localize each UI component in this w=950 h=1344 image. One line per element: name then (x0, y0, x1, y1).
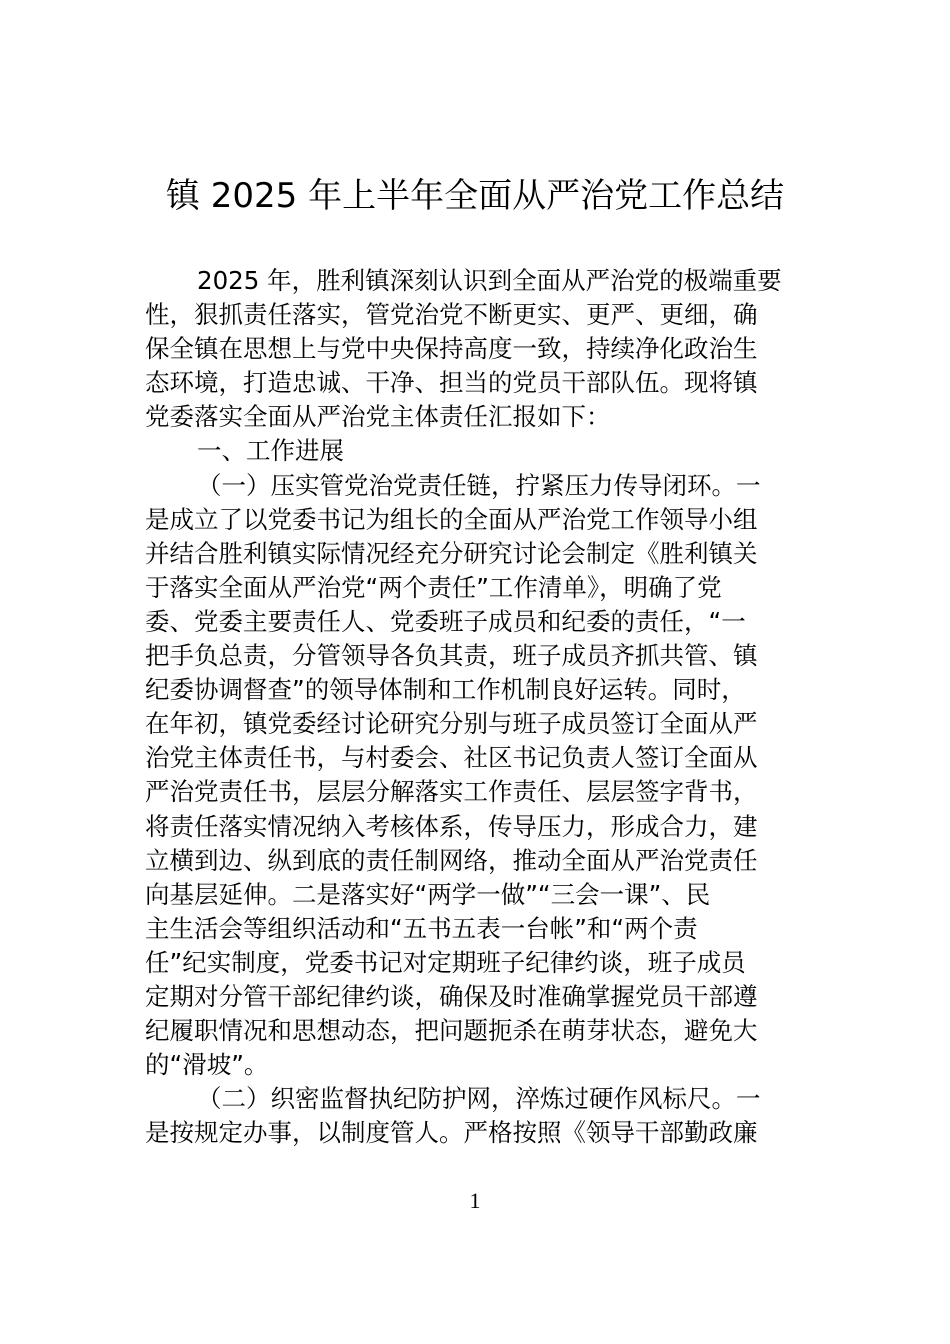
paragraph-line: 委、党委主要责任人、党委班子成员和纪委的责任，“一 (145, 606, 746, 636)
paragraph-line: 是成立了以党委书记为组长的全面从严治党工作领导小组 (145, 504, 758, 534)
paragraph-line: （二）织密监督执纪防护网，淬炼过硬作风标尺。一 (197, 1084, 761, 1114)
paragraph-line: 于落实全面从严治党“两个责任”工作清单》，明确了党 (145, 572, 722, 602)
paragraph-line: 纪履职情况和思想动态，把问题扼杀在萌芽状态，避免大 (145, 1016, 758, 1046)
paragraph-line: 把手负总责，分管领导各负其责，班子成员齐抓共管、镇 (145, 641, 758, 671)
document-title: 镇 2025 年上半年全面从严治党工作总结 (165, 176, 785, 216)
page-number: 1 (469, 1188, 481, 1213)
paragraph-line: 保全镇在思想上与党中央保持高度一致，持续净化政治生 (145, 334, 758, 364)
paragraph-line: 的“滑坡”。 (145, 1050, 269, 1080)
paragraph-line: 是按规定办事，以制度管人。严格按照《领导干部勤政廉 (145, 1118, 758, 1148)
paragraph-line: 党委落实全面从严治党主体责任汇报如下： (145, 402, 611, 432)
paragraph-line: 治党主体责任书，与村委会、社区书记负责人签订全面从 (145, 743, 758, 773)
section-heading: 一、工作进展 (197, 436, 344, 466)
paragraph-line: 在年初，镇党委经讨论研究分别与班子成员签订全面从严 (145, 709, 758, 739)
paragraph-line: 并结合胜利镇实际情况经充分研究讨论会制定《胜利镇关 (145, 538, 758, 568)
paragraph-line: 主生活会等组织活动和“五书五表一台帐”和“两个责 (145, 913, 698, 943)
paragraph-line: 性，狠抓责任落实，管党治党不断更实、更严、更细，确 (145, 300, 758, 330)
paragraph-line: 纪委协调督查”的领导体制和工作机制良好运转。同时， (145, 675, 746, 705)
paragraph-line: 2025 年，胜利镇深刻认识到全面从严治党的极端重要 (197, 266, 782, 295)
paragraph-line: 定期对分管干部纪律约谈，确保及时准确掌握党员干部遵 (145, 981, 758, 1011)
document-body (145, 264, 810, 1150)
paragraph-line: 立横到边、纵到底的责任制网络，推动全面从严治党责任 (145, 845, 758, 875)
paragraph-line: 将责任落实情况纳入考核体系，传导压力，形成合力，建 (145, 811, 758, 841)
paragraph-line: 任”纪实制度，党委书记对定期班子纪律约谈，班子成员 (145, 947, 746, 977)
paragraph-line: 严治党责任书，层层分解落实工作责任、层层签字背书， (145, 777, 758, 807)
paragraph-line: （一）压实管党治党责任链，拧紧压力传导闭环。一 (197, 470, 761, 500)
paragraph-line: 向基层延伸。二是落实好“两学一做”“三会一课”、民 (145, 879, 711, 909)
paragraph-line: 态环境，打造忠诚、干净、担当的党员干部队伍。现将镇 (145, 368, 758, 398)
